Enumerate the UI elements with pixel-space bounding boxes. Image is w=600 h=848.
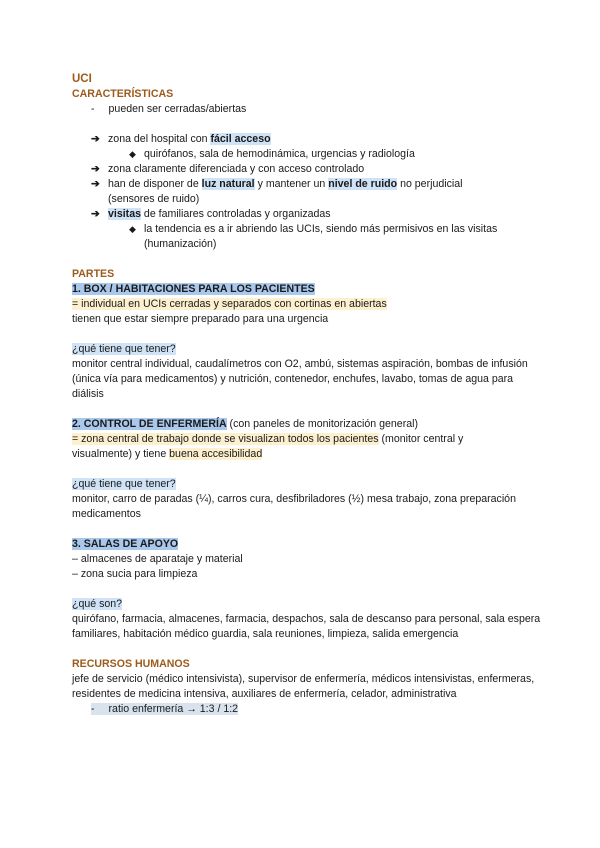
dash-bullet: -: [91, 103, 95, 115]
salas-item1: – almacenes de aparataje y material: [72, 553, 243, 565]
arrow3-post: no perjudicial: [397, 178, 463, 190]
arrow-item-visitas: [72, 207, 542, 222]
sub2-line2: (humanización): [144, 238, 217, 250]
arrow-item-zona: [72, 162, 542, 177]
salas-item2: – zona sucia para limpieza: [72, 568, 198, 580]
salas-answer: quirófano, farmacia, almacenes, farmacia, despachos, sala de descanso para personal, sala espera familiares, habitación médico guardia, sala reuniones, limpieza, salida emergencia: [72, 613, 541, 640]
control-answer: monitor, carro de paradas (¼), carros cura, desfibriladores (½) mesa trabajo, zona preparación medicamentos: [72, 493, 516, 520]
box-line2: tienen que estar siempre preparado para una urgencia: [72, 313, 329, 325]
arrow1-bold: fácil acceso: [210, 133, 271, 145]
diamond-bullet-icon: ◆: [129, 224, 136, 234]
diamond-item-quirofanos: [72, 147, 542, 162]
sub2-line1: la tendencia es a ir abriendo las UCIs, siendo más permisivos en las visitas: [144, 223, 498, 235]
arrow3-bold-ruido: nivel de ruido: [328, 178, 398, 190]
arrow-bullet-icon: ➔: [91, 208, 100, 220]
control-line1-hl: = zona central de trabajo donde se visualizan todos los pacientes: [72, 433, 379, 445]
control-line1-post: (monitor central y: [378, 433, 464, 445]
box-question: ¿qué tiene que tener?: [72, 343, 176, 355]
doc-title: UCI: [72, 73, 92, 85]
control-line2-hl: buena accesibilidad: [169, 448, 263, 460]
arrow2-text: zona claramente diferenciada y con acceso controlado: [108, 163, 365, 175]
arrow3-pre: han de disponer de: [108, 178, 202, 190]
arrow4-post: de familiares controladas y organizadas: [140, 208, 331, 220]
arrow1-text: zona del hospital con: [108, 133, 211, 145]
dash-bullet: -: [91, 703, 95, 715]
ratio-highlight: [91, 703, 238, 715]
arrow-item-luz: [72, 177, 542, 207]
box-line1: = individual en UCIs cerradas y separados con cortinas en abiertas: [72, 298, 387, 310]
diamond-bullet-icon: ◆: [129, 149, 136, 159]
control-question: ¿qué tiene que tener?: [72, 478, 176, 490]
arrow3-mid: y mantener un: [254, 178, 329, 190]
sub1-text: quirófanos, sala de hemodinámica, urgencias y radiología: [144, 148, 415, 160]
arrow3-bold-luz: luz natural: [201, 178, 255, 190]
arrow-item-acceso: [72, 132, 542, 147]
arrow-bullet-icon: ➔: [91, 163, 100, 175]
box-answer: monitor central individual, caudalímetros con O2, ambú, sistemas aspiración, bombas de infusión (única vía para medicamentos) y nutrición, contenedor, enchufes, lavabo, tomas de agua para diálisis: [72, 358, 528, 400]
control-heading: 2. CONTROL DE ENFERMERÍA: [72, 418, 227, 430]
recursos-heading: RECURSOS HUMANOS: [72, 658, 190, 670]
box-heading: 1. BOX / HABITACIONES PARA LOS PACIENTES: [72, 283, 315, 295]
salas-question: ¿qué son?: [72, 598, 123, 610]
dash-item: [72, 102, 542, 117]
control-heading-post: (con paneles de monitorización general): [226, 418, 418, 430]
dash-text: pueden ser cerradas/abiertas: [108, 103, 247, 115]
caracteristicas-heading: CARACTERÍSTICAS: [72, 88, 174, 100]
salas-heading: 3. SALAS DE APOYO: [72, 538, 179, 550]
ratio-text: ratio enfermería → 1:3 / 1:2: [108, 703, 239, 715]
partes-heading: PARTES: [72, 268, 115, 280]
document-page: [72, 72, 542, 717]
arrow-bullet-icon: ➔: [91, 178, 100, 190]
diamond-item-tendencia: [72, 222, 542, 252]
control-line2-pre: visualmente) y tiene: [72, 448, 170, 460]
recursos-text: jefe de servicio (médico intensivista), supervisor de enfermería, médicos intensivistas, enfermeras, residentes de medicina intensiva, auxiliares de enfermería, celador, administrativa: [72, 673, 535, 700]
arrow3-line2: (sensores de ruido): [108, 193, 200, 205]
arrow-bullet-icon: ➔: [91, 133, 100, 145]
ratio-item: [72, 702, 542, 717]
arrow4-bold: visitas: [108, 208, 141, 220]
